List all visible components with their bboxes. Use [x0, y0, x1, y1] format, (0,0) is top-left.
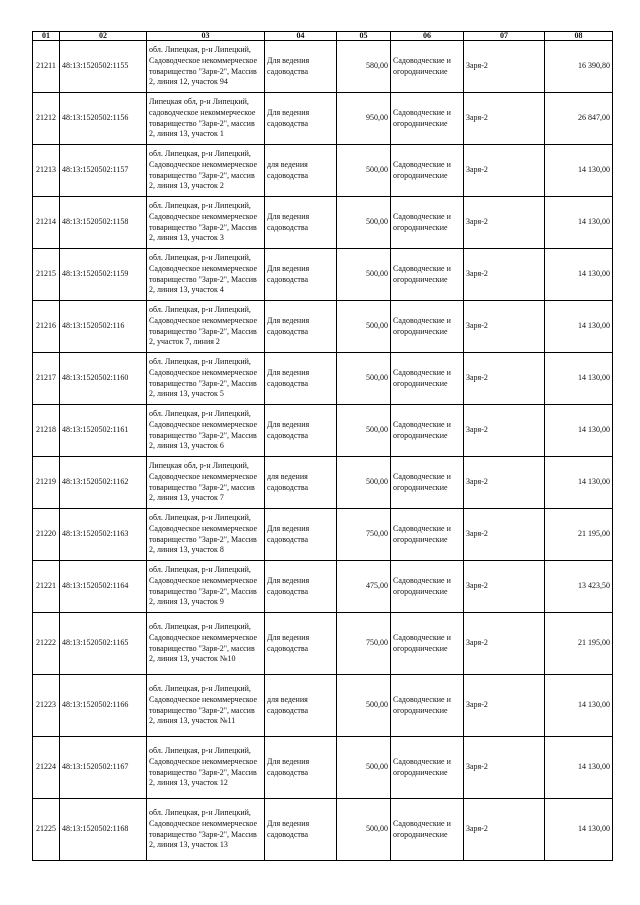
cadastral-value: 14 130,00: [545, 799, 613, 861]
area-value: 580,00: [337, 41, 391, 93]
address-cell: [147, 353, 265, 405]
cadastral-value: 26 847,00: [545, 93, 613, 145]
address-cell: [147, 197, 265, 249]
land-category: Садоводческие и огороднические: [391, 509, 464, 561]
partnership-name: Заря-2: [464, 799, 545, 861]
address-cell: [147, 561, 265, 613]
header-row: [33, 32, 613, 41]
cadastral-number: 48:13:1520502:1166: [60, 675, 147, 737]
permitted-use: для ведения садоводства: [265, 145, 337, 197]
address-text: обл. Липецкая, р-н Липецкий, Садоводческое некоммерческое товарищество "Заря-2", Массив 2, участок 7, линия 2: [149, 305, 258, 347]
table-row: [33, 737, 613, 799]
permitted-use: Для ведения садоводства: [265, 613, 337, 675]
cadastral-value: 14 130,00: [545, 353, 613, 405]
land-category: Садоводческие и огороднические: [391, 145, 464, 197]
column-header: 01: [33, 32, 60, 41]
address-text: обл. Липецкая, р-н Липецкий, Садоводческое некоммерческое товарищество "Заря-2", массив 2, линия 13, участок 2: [149, 149, 258, 191]
area-value: 500,00: [337, 249, 391, 301]
cadastral-number: 48:13:1520502:1165: [60, 613, 147, 675]
cadastral-number: 48:13:1520502:1168: [60, 799, 147, 861]
area-value: 750,00: [337, 613, 391, 675]
cadastral-number: 48:13:1520502:116: [60, 301, 147, 353]
address-cell: [147, 457, 265, 509]
row-number: 21211: [33, 41, 60, 93]
cadastral-value: 13 423,50: [545, 561, 613, 613]
row-number: 21215: [33, 249, 60, 301]
partnership-name: Заря-2: [464, 457, 545, 509]
land-category: Садоводческие и огороднические: [391, 457, 464, 509]
column-header: 04: [265, 32, 337, 41]
address-cell: [147, 737, 265, 799]
land-category: Садоводческие и огороднические: [391, 737, 464, 799]
address-text: обл. Липецкая, р-н Липецкий, Садоводческое некоммерческое товарищество "Заря-2", Массив 2, линия 12, участок 94: [149, 45, 258, 87]
partnership-name: Заря-2: [464, 41, 545, 93]
cadastral-number: 48:13:1520502:1161: [60, 405, 147, 457]
address-text: обл. Липецкая, р-н Липецкий, Садоводческое некоммерческое товарищество "Заря-2", Массив 2, линия 13, участок 4: [149, 253, 258, 295]
cadastral-value: 16 390,80: [545, 41, 613, 93]
table-row: [33, 675, 613, 737]
cadastral-number: 48:13:1520502:1160: [60, 353, 147, 405]
land-registry-table: [32, 31, 613, 861]
table-row: [33, 145, 613, 197]
row-number: 21220: [33, 509, 60, 561]
column-header: 07: [464, 32, 545, 41]
area-value: 500,00: [337, 799, 391, 861]
row-number: 21216: [33, 301, 60, 353]
row-number: 21223: [33, 675, 60, 737]
permitted-use: Для ведения садоводства: [265, 249, 337, 301]
table-body: [33, 41, 613, 861]
cadastral-number: 48:13:1520502:1157: [60, 145, 147, 197]
partnership-name: Заря-2: [464, 353, 545, 405]
address-text: обл. Липецкая, р-н Липецкий, Садоводческое некоммерческое товарищество "Заря-2", массив 2, линия 13, участок №10: [149, 622, 258, 664]
column-header: 02: [60, 32, 147, 41]
land-category: Садоводческие и огороднические: [391, 93, 464, 145]
cadastral-value: 21 195,00: [545, 509, 613, 561]
address-text: обл. Липецкая, р-н Липецкий, Садоводческое некоммерческое товарищество "Заря-2", Массив 2, линия 13, участок 9: [149, 565, 258, 607]
partnership-name: Заря-2: [464, 301, 545, 353]
address-cell: [147, 93, 265, 145]
table-row: [33, 93, 613, 145]
land-category: Садоводческие и огороднические: [391, 353, 464, 405]
partnership-name: Заря-2: [464, 561, 545, 613]
row-number: 21224: [33, 737, 60, 799]
permitted-use: Для ведения садоводства: [265, 353, 337, 405]
cadastral-number: 48:13:1520502:1158: [60, 197, 147, 249]
area-value: 500,00: [337, 301, 391, 353]
row-number: 21219: [33, 457, 60, 509]
row-number: 21213: [33, 145, 60, 197]
address-text: обл. Липецкая, р-н Липецкий, Садоводческое некоммерческое товарищество "Заря-2", массив 2, линия 13, участок №11: [149, 684, 258, 726]
area-value: 500,00: [337, 353, 391, 405]
area-value: 500,00: [337, 457, 391, 509]
address-cell: [147, 799, 265, 861]
area-value: 750,00: [337, 509, 391, 561]
table-row: [33, 799, 613, 861]
land-category: Садоводческие и огороднические: [391, 613, 464, 675]
land-category: Садоводческие и огороднические: [391, 405, 464, 457]
address-cell: [147, 675, 265, 737]
cadastral-value: 14 130,00: [545, 301, 613, 353]
permitted-use: Для ведения садоводства: [265, 799, 337, 861]
cadastral-number: 48:13:1520502:1155: [60, 41, 147, 93]
address-text: Липецкая обл, р-н Липецкий, Садоводческое некоммерческое товарищество "Заря-2", массив 2, линия 13, участок 7: [149, 461, 258, 503]
row-number: 21217: [33, 353, 60, 405]
address-text: Липецкая обл, р-н Липецкий, садоводческое некоммерческое товарищество "Заря-2", массив 2, линия 13, участок 1: [149, 97, 256, 139]
area-value: 500,00: [337, 405, 391, 457]
land-category: Садоводческие и огороднические: [391, 41, 464, 93]
partnership-name: Заря-2: [464, 737, 545, 799]
address-cell: [147, 41, 265, 93]
cadastral-number: 48:13:1520502:1159: [60, 249, 147, 301]
address-text: обл. Липецкая, р-н Липецкий, Садоводческое некоммерческое товарищество "Заря-2", Массив 2, линия 13, участок 6: [149, 409, 258, 451]
address-text: обл. Липецкая, р-н Липецкий, Садоводческое некоммерческое товарищество "Заря-2", Массив 2, линия 13, участок 3: [149, 201, 258, 243]
cadastral-number: 48:13:1520502:1163: [60, 509, 147, 561]
area-value: 500,00: [337, 145, 391, 197]
table-row: [33, 613, 613, 675]
permitted-use: Для ведения садоводства: [265, 301, 337, 353]
address-text: обл. Липецкая, р-н Липецкий, Садоводческое некоммерческое товарищество "Заря-2", Массив 2, линия 13, участок 13: [149, 808, 258, 850]
cadastral-value: 14 130,00: [545, 457, 613, 509]
permitted-use: для ведения садоводства: [265, 675, 337, 737]
address-cell: [147, 509, 265, 561]
cadastral-value: 14 130,00: [545, 197, 613, 249]
address-cell: [147, 249, 265, 301]
partnership-name: Заря-2: [464, 93, 545, 145]
cadastral-number: 48:13:1520502:1164: [60, 561, 147, 613]
row-number: 21218: [33, 405, 60, 457]
area-value: 500,00: [337, 197, 391, 249]
table-row: [33, 353, 613, 405]
partnership-name: Заря-2: [464, 249, 545, 301]
partnership-name: Заря-2: [464, 613, 545, 675]
cadastral-value: 14 130,00: [545, 249, 613, 301]
cadastral-number: 48:13:1520502:1167: [60, 737, 147, 799]
cadastral-value: 14 130,00: [545, 737, 613, 799]
cadastral-value: 14 130,00: [545, 675, 613, 737]
address-text: обл. Липецкая, р-н Липецкий, Садоводческое некоммерческое товарищество "Заря-2", Массив 2, линия 13, участок 8: [149, 513, 258, 555]
table-row: [33, 561, 613, 613]
permitted-use: Для ведения садоводства: [265, 41, 337, 93]
permitted-use: Для ведения садоводства: [265, 197, 337, 249]
table-row: [33, 197, 613, 249]
row-number: 21221: [33, 561, 60, 613]
table-row: [33, 509, 613, 561]
area-value: 950,00: [337, 93, 391, 145]
cadastral-number: 48:13:1520502:1156: [60, 93, 147, 145]
cadastral-number: 48:13:1520502:1162: [60, 457, 147, 509]
row-number: 21225: [33, 799, 60, 861]
land-category: Садоводческие и огороднические: [391, 799, 464, 861]
land-category: Садоводческие и огороднические: [391, 675, 464, 737]
area-value: 500,00: [337, 675, 391, 737]
partnership-name: Заря-2: [464, 145, 545, 197]
row-number: 21212: [33, 93, 60, 145]
table-row: [33, 405, 613, 457]
partnership-name: Заря-2: [464, 509, 545, 561]
land-category: Садоводческие и огороднические: [391, 301, 464, 353]
address-cell: [147, 301, 265, 353]
column-header: 03: [147, 32, 265, 41]
permitted-use: Для ведения садоводства: [265, 561, 337, 613]
partnership-name: Заря-2: [464, 675, 545, 737]
permitted-use: Для ведения садоводства: [265, 509, 337, 561]
address-cell: [147, 405, 265, 457]
partnership-name: Заря-2: [464, 405, 545, 457]
column-header: 08: [545, 32, 613, 41]
permitted-use: Для ведения садоводства: [265, 737, 337, 799]
cadastral-value: 14 130,00: [545, 145, 613, 197]
address-cell: [147, 145, 265, 197]
land-category: Садоводческие и огороднические: [391, 197, 464, 249]
area-value: 500,00: [337, 737, 391, 799]
row-number: 21214: [33, 197, 60, 249]
table-row: [33, 457, 613, 509]
permitted-use: Для ведения садоводства: [265, 93, 337, 145]
table-row: [33, 301, 613, 353]
column-header: 06: [391, 32, 464, 41]
cadastral-value: 14 130,00: [545, 405, 613, 457]
cadastral-value: 21 195,00: [545, 613, 613, 675]
address-text: обл. Липецкая, р-н Липецкий, Садоводческое некоммерческое товарищество "Заря-2", Массив 2, линия 13, участок 12: [149, 746, 258, 788]
column-header: 05: [337, 32, 391, 41]
permitted-use: Для ведения садоводства: [265, 405, 337, 457]
permitted-use: для ведения садоводства: [265, 457, 337, 509]
table-row: [33, 249, 613, 301]
land-category: Садоводческие и огороднические: [391, 249, 464, 301]
row-number: 21222: [33, 613, 60, 675]
table-row: [33, 41, 613, 93]
address-cell: [147, 613, 265, 675]
address-text: обл. Липецкая, р-н Липецкий, Садоводческое некоммерческое товарищество "Заря-2", Массив 2, линия 13, участок 5: [149, 357, 258, 399]
land-category: Садоводческие и огороднические: [391, 561, 464, 613]
partnership-name: Заря-2: [464, 197, 545, 249]
area-value: 475,00: [337, 561, 391, 613]
